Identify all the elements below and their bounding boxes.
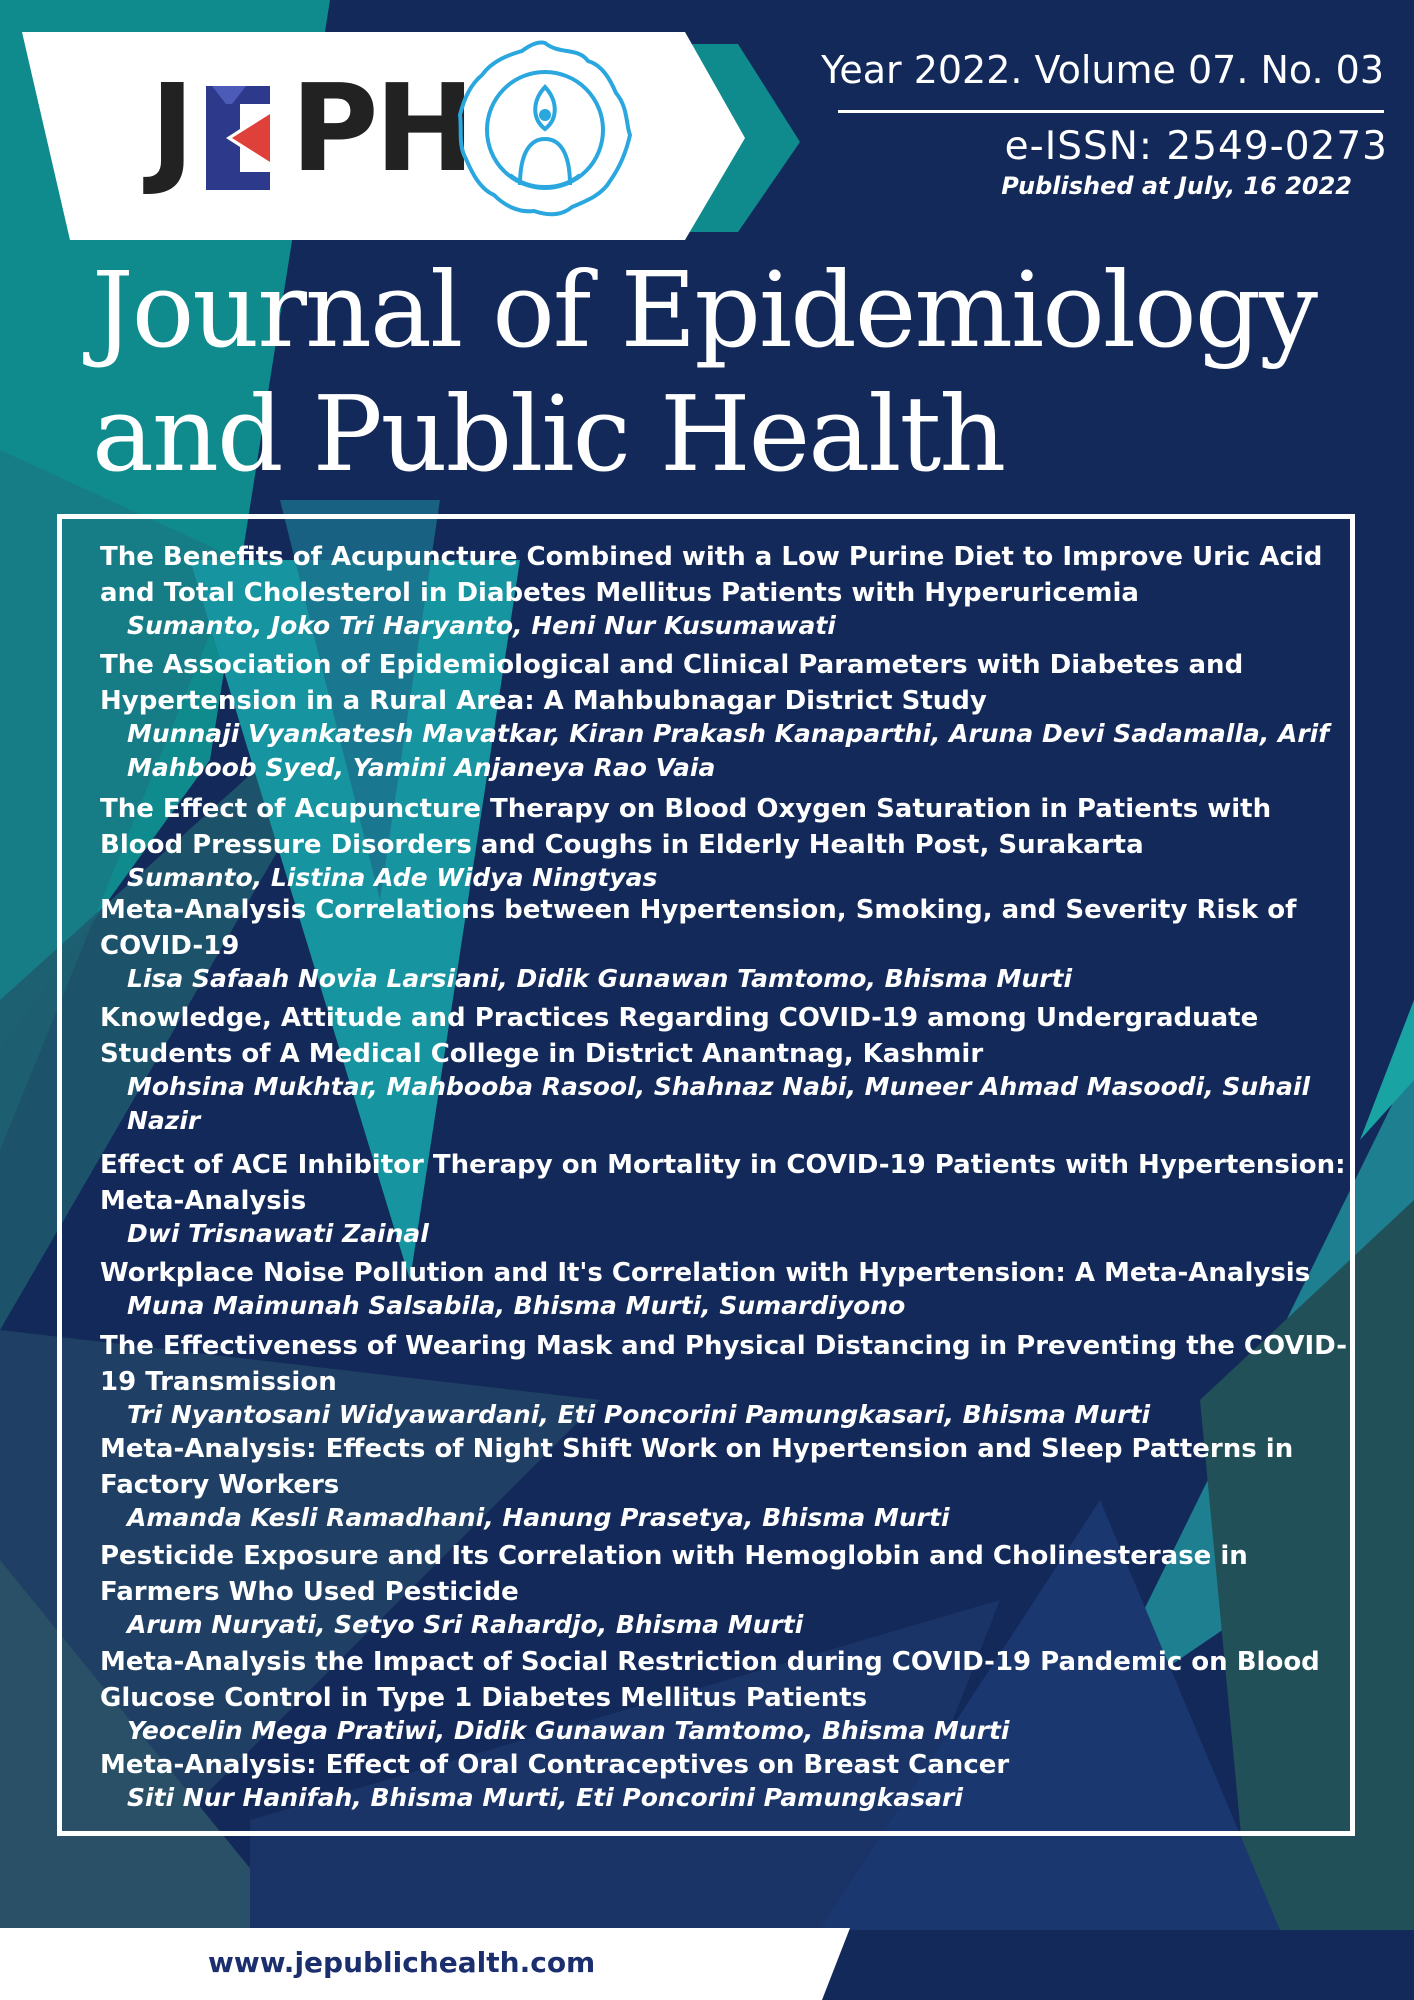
logo-letters-ph: PH <box>290 60 472 199</box>
article-authors: Yeocelin Mega Pratiwi, Didik Gunawan Tamtomo, Bhisma Murti <box>127 1716 1010 1745</box>
article-title: Meta-Analysis the Impact of Social Restriction during COVID-19 Pandemic on Blood Glucose Control in Type 1 Diabetes Mellitus Patients <box>100 1647 1320 1713</box>
article-title: Workplace Noise Pollution and It's Correlation with Hypertension: A Meta-Analysis <box>100 1258 1311 1288</box>
article-title: The Effect of Acupuncture Therapy on Blood Oxygen Saturation in Patients with Blood Pressure Disorders and Coughs in Elderly Health Post, Surakarta <box>100 794 1272 860</box>
article-authors: Arum Nuryati, Setyo Sri Rahardjo, Bhisma Murti <box>127 1610 804 1639</box>
journal-title-line-1: Journal of Epidemiology <box>92 249 1317 371</box>
article-entry <box>100 1328 1350 1432</box>
article-authors: Tri Nyantosani Widyawardani, Eti Poncorini Pamungkasari, Bhisma Murti <box>127 1400 1151 1429</box>
article-entry <box>100 647 1350 785</box>
article-authors: Muna Maimunah Salsabila, Bhisma Murti, Sumardiyono <box>127 1291 906 1320</box>
logo-letter-j: J <box>150 60 191 199</box>
article-entry <box>100 1431 1350 1535</box>
article-title: Pesticide Exposure and Its Correlation with Hemoglobin and Cholinesterase in Farmers Who Used Pesticide <box>100 1541 1248 1607</box>
article-title: The Benefits of Acupuncture Combined with a Low Purine Diet to Improve Uric Acid and Total Cholesterol in Diabetes Mellitus Patients with Hyperuricemia <box>100 542 1323 608</box>
published-date: Published at July, 16 2022 <box>1001 172 1352 200</box>
article-entry <box>100 1644 1350 1748</box>
logo-wordmark <box>150 60 472 199</box>
article-authors: Sumanto, Joko Tri Haryanto, Heni Nur Kusumawati <box>127 611 836 640</box>
article-entry <box>100 1000 1350 1138</box>
article-title: Meta-Analysis: Effects of Night Shift Work on Hypertension and Sleep Patterns in Factory Workers <box>100 1434 1294 1500</box>
article-title: The Effectiveness of Wearing Mask and Physical Distancing in Preventing the COVID-19 Transmission <box>100 1331 1348 1397</box>
article-authors: Siti Nur Hanifah, Bhisma Murti, Eti Poncorini Pamungkasari <box>127 1783 963 1812</box>
article-authors: Munnaji Vyankatesh Mavatkar, Kiran Prakash Kanaparthi, Aruna Devi Sadamalla, Arif Mahboob Syed, Yamini Anjaneya Rao Vaia <box>127 719 1330 782</box>
article-entry <box>100 1747 1350 1815</box>
article-authors: Amanda Kesli Ramadhani, Hanung Prasetya, Bhisma Murti <box>127 1503 950 1532</box>
website-link[interactable]: www.jepublichealth.com <box>208 1946 596 1979</box>
university-seal-icon <box>450 35 640 225</box>
article-authors: Dwi Trisnawati Zainal <box>127 1219 429 1248</box>
article-entry <box>100 791 1350 895</box>
article-entry <box>100 1147 1350 1251</box>
article-title: Effect of ACE Inhibitor Therapy on Mortality in COVID-19 Patients with Hypertension: Meta-Analysis <box>100 1150 1346 1216</box>
journal-title <box>92 248 1392 496</box>
article-authors: Lisa Safaah Novia Larsiani, Didik Gunawan Tamtomo, Bhisma Murti <box>127 964 1073 993</box>
journal-title-line-2: and Public Health <box>92 373 1005 495</box>
article-entry <box>100 539 1350 643</box>
article-title: The Association of Epidemiological and Clinical Parameters with Diabetes and Hypertension in a Rural Area: A Mahbubnagar District Study <box>100 650 1244 716</box>
jeph-e-logo-icon <box>206 86 306 190</box>
article-title: Meta-Analysis: Effect of Oral Contraceptives on Breast Cancer <box>100 1750 1010 1780</box>
article-title: Meta-Analysis Correlations between Hypertension, Smoking, and Severity Risk of COVID-19 <box>100 895 1297 961</box>
article-entry <box>100 1538 1350 1642</box>
article-entry <box>100 1255 1350 1323</box>
issue-info: Year 2022. Volume 07. No. 03 <box>821 48 1384 92</box>
issue-divider <box>838 110 1384 113</box>
table-of-contents <box>57 514 1355 1836</box>
issn: e-ISSN: 2549-0273 <box>1004 124 1388 169</box>
article-authors: Mohsina Mukhtar, Mahbooba Rasool, Shahnaz Nabi, Muneer Ahmad Masoodi, Suhail Nazir <box>127 1072 1311 1135</box>
article-title: Knowledge, Attitude and Practices Regarding COVID-19 among Undergraduate Students of A Medical College in District Anantnag, Kashmir <box>100 1003 1259 1069</box>
article-entry <box>100 892 1350 996</box>
article-authors: Sumanto, Listina Ade Widya Ningtyas <box>127 863 658 892</box>
